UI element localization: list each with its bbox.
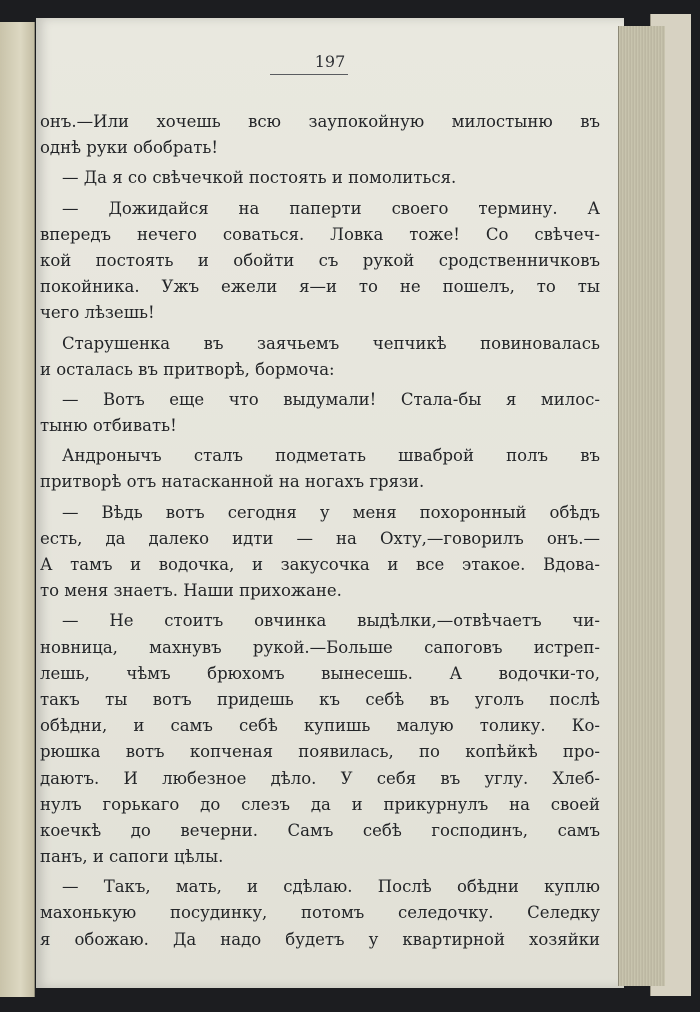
text-line: такъ ты вотъ придешь къ себѣ въ уголъ послѣ bbox=[40, 689, 600, 709]
text-line: притворѣ отъ натасканной на ногахъ грязи. bbox=[40, 472, 425, 492]
text-line: рюшка вотъ копченая появилась, по копѣйкѣ про- bbox=[40, 742, 600, 762]
text-line: впередъ нечего соваться. Ловка тоже! Со свѣчеч- bbox=[40, 224, 600, 244]
facing-page-edge bbox=[0, 22, 35, 997]
text-line: я обожаю. Да надо будетъ у квартирной хозяйки bbox=[40, 929, 600, 949]
text-line: — Да я со свѣчечкой постоять и помолиться. bbox=[62, 168, 457, 188]
text-line: обѣдни, и самъ себѣ купишь малую толику. Ко- bbox=[40, 716, 600, 736]
book-page bbox=[36, 18, 624, 988]
text-line: даютъ. И любезное дѣло. У себя въ углу. Хлеб- bbox=[40, 768, 600, 788]
text-line: покойника. Ужъ ежели я—и то не пошелъ, то ты bbox=[40, 277, 600, 297]
text-line: онъ.—Или хочешь всю заупокойную милостыню въ bbox=[40, 112, 600, 131]
text-line: — Вѣдь вотъ сегодня у меня похоронный обѣдъ bbox=[62, 502, 600, 522]
page-block-edge bbox=[618, 26, 665, 986]
page-number-rule bbox=[270, 74, 348, 75]
text-line: то меня знаетъ. Наши прихожане. bbox=[40, 581, 342, 601]
text-line: панъ, и сапоги цѣлы. bbox=[40, 847, 224, 867]
page-text bbox=[40, 109, 600, 953]
text-line: — Такъ, мать, и сдѣлаю. Послѣ обѣдни куплю bbox=[62, 877, 600, 897]
text-line: новница, махнувъ рукой.—Больше сапоговъ истреп- bbox=[40, 637, 600, 657]
text-line: коечкѣ до вечерни. Самъ себѣ господинъ, самъ bbox=[40, 820, 600, 840]
text-line: Андронычъ сталъ подметать шваброй полъ въ bbox=[62, 446, 600, 466]
text-line: кой постоять и обойти съ рукой сродственничковъ bbox=[40, 250, 600, 270]
text-line: — Дожидайся на паперти своего термину. А bbox=[62, 198, 600, 218]
text-line: нулъ горькаго до слезъ да и прикурнулъ на своей bbox=[40, 794, 600, 814]
text-line: — Вотъ еще что выдумали! Стала-бы я милос- bbox=[62, 389, 600, 409]
text-line: махонькую посудинку, потомъ селедочку. Селедку bbox=[40, 903, 600, 923]
page-number: 197 bbox=[314, 52, 346, 71]
text-line: — Не стоитъ овчинка выдѣлки,—отвѣчаетъ чи- bbox=[62, 611, 600, 631]
text-line: однѣ руки обобрать! bbox=[40, 138, 218, 158]
text-line: тыню отбивать! bbox=[40, 416, 177, 436]
text-line: чего лѣзешь! bbox=[40, 303, 155, 323]
text-line: Старушенка въ заячьемъ чепчикѣ повиновалась bbox=[62, 333, 600, 353]
text-line: и осталась въ притворѣ, бормоча: bbox=[40, 359, 335, 379]
text-line: А тамъ и водочка, и закусочка и все этакое. Вдова- bbox=[40, 555, 600, 574]
text-line: есть, да далеко идти — на Охту,—говорилъ онъ.— bbox=[40, 528, 600, 548]
text-line: лешь, чѣмъ брюхомъ вынесешь. А водочки-то, bbox=[40, 663, 600, 683]
